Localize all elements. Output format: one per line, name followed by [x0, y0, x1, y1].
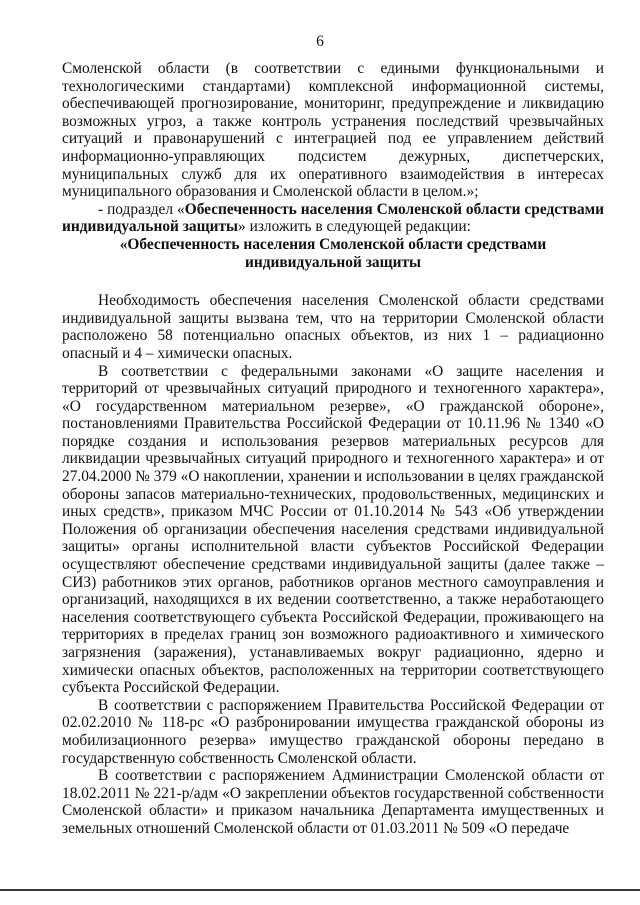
- subsection-suffix: » изложить в следующей редакции:: [238, 218, 471, 236]
- subsection-title: Обеспеченность населения Смоленской области средствами индивидуальной защиты: [62, 200, 604, 236]
- paragraph-subsection-instruction: [62, 201, 604, 236]
- paragraph-administration-order: В соответствии с распоряжением Администрации Смоленской области от 18.02.2011 № 221-р/адм «О закреплении объектов государственной собственности Смоленской области» и приказом начальника Департамента имущественных и земельных отношений Смоленской области от 01.03.2011 № 509 «О передаче: [62, 767, 604, 837]
- paragraph-continuation: Смоленской области (в соответствии с едиными функциональными и технологическими стандартами) комплексной информационной системы, обеспечивающей прогнозирование, мониторинг, предупреждение и ликвидацию возможных угроз, а также контроль устранения последствий чрезвычайных ситуаций и правонарушений с интеграцией под ее управлением действий информационно-управляющих подсистем дежурных, диспетчерских, муниципальных служб для их оперативного взаимодействия в интересах муниципального образования и Смоленской области в целом.»;: [62, 60, 604, 201]
- paragraph-federal-laws: В соответствии с федеральными законами «О защите населения и территорий от чрезвычайных ситуаций природного и техногенного характера», «О государственном материальном резерве», «О гражданской обороне», постановлениями Правительства Российской Федерации от 10.11.96 № 1340 «О порядке создания и использования резервов материальных ресурсов для ликвидации чрезвычайных ситуаций природного и техногенного характера» и от 27.04.2000 № 379 «О накоплении, хранении и использовании в целях гражданской обороны запасов материально-технических, продовольственных, медицинских и иных средств», приказом МЧС России от 01.10.2014 № 543 «Об утверждении Положения об организации обеспечения населения средствами индивидуальной защиты» органы исполнительной власти субъектов Российской Федерации осуществляют обеспечение средствами индивидуальной защиты (далее также – СИЗ) работников этих органов, работников органов местного самоуправления и организаций, находящихся в их ведении соответственно, а также неработающего населения соответствующего субъекта Российской Федерации, проживающего на территориях в пределах границ зон возможного радиоактивного и химического загрязнения (заражения), устанавливаемых вокруг радиационно, ядерно и химически опасных объектов, расположенных на территории соответствующего субъекта Российской Федерации.: [62, 362, 604, 697]
- spacer: [62, 271, 604, 292]
- page-number: 6: [316, 33, 324, 50]
- paragraph-government-order: В соответствии с распоряжением Правительства Российской Федерации от 02.02.2010 № 118-рс «О разбронировании имущества гражданской обороны из мобилизационного резерва» имущество гражданской обороны передано в государственную собственность Смоленской области.: [62, 696, 604, 767]
- footer-rule: [0, 889, 640, 891]
- section-heading: «Обеспеченность населения Смоленской области средствами индивидуальной защиты: [119, 235, 547, 271]
- subsection-prefix: - подраздел «: [98, 200, 185, 218]
- document-body: [62, 60, 604, 838]
- paragraph-necessity: Необходимость обеспечения населения Смоленской области средствами индивидуальной защиты вызвана тем, что на территории Смоленской области расположено 58 потенциально опасных объектов, из них 1 – радиационно опасный и 4 – химически опасных.: [62, 292, 604, 362]
